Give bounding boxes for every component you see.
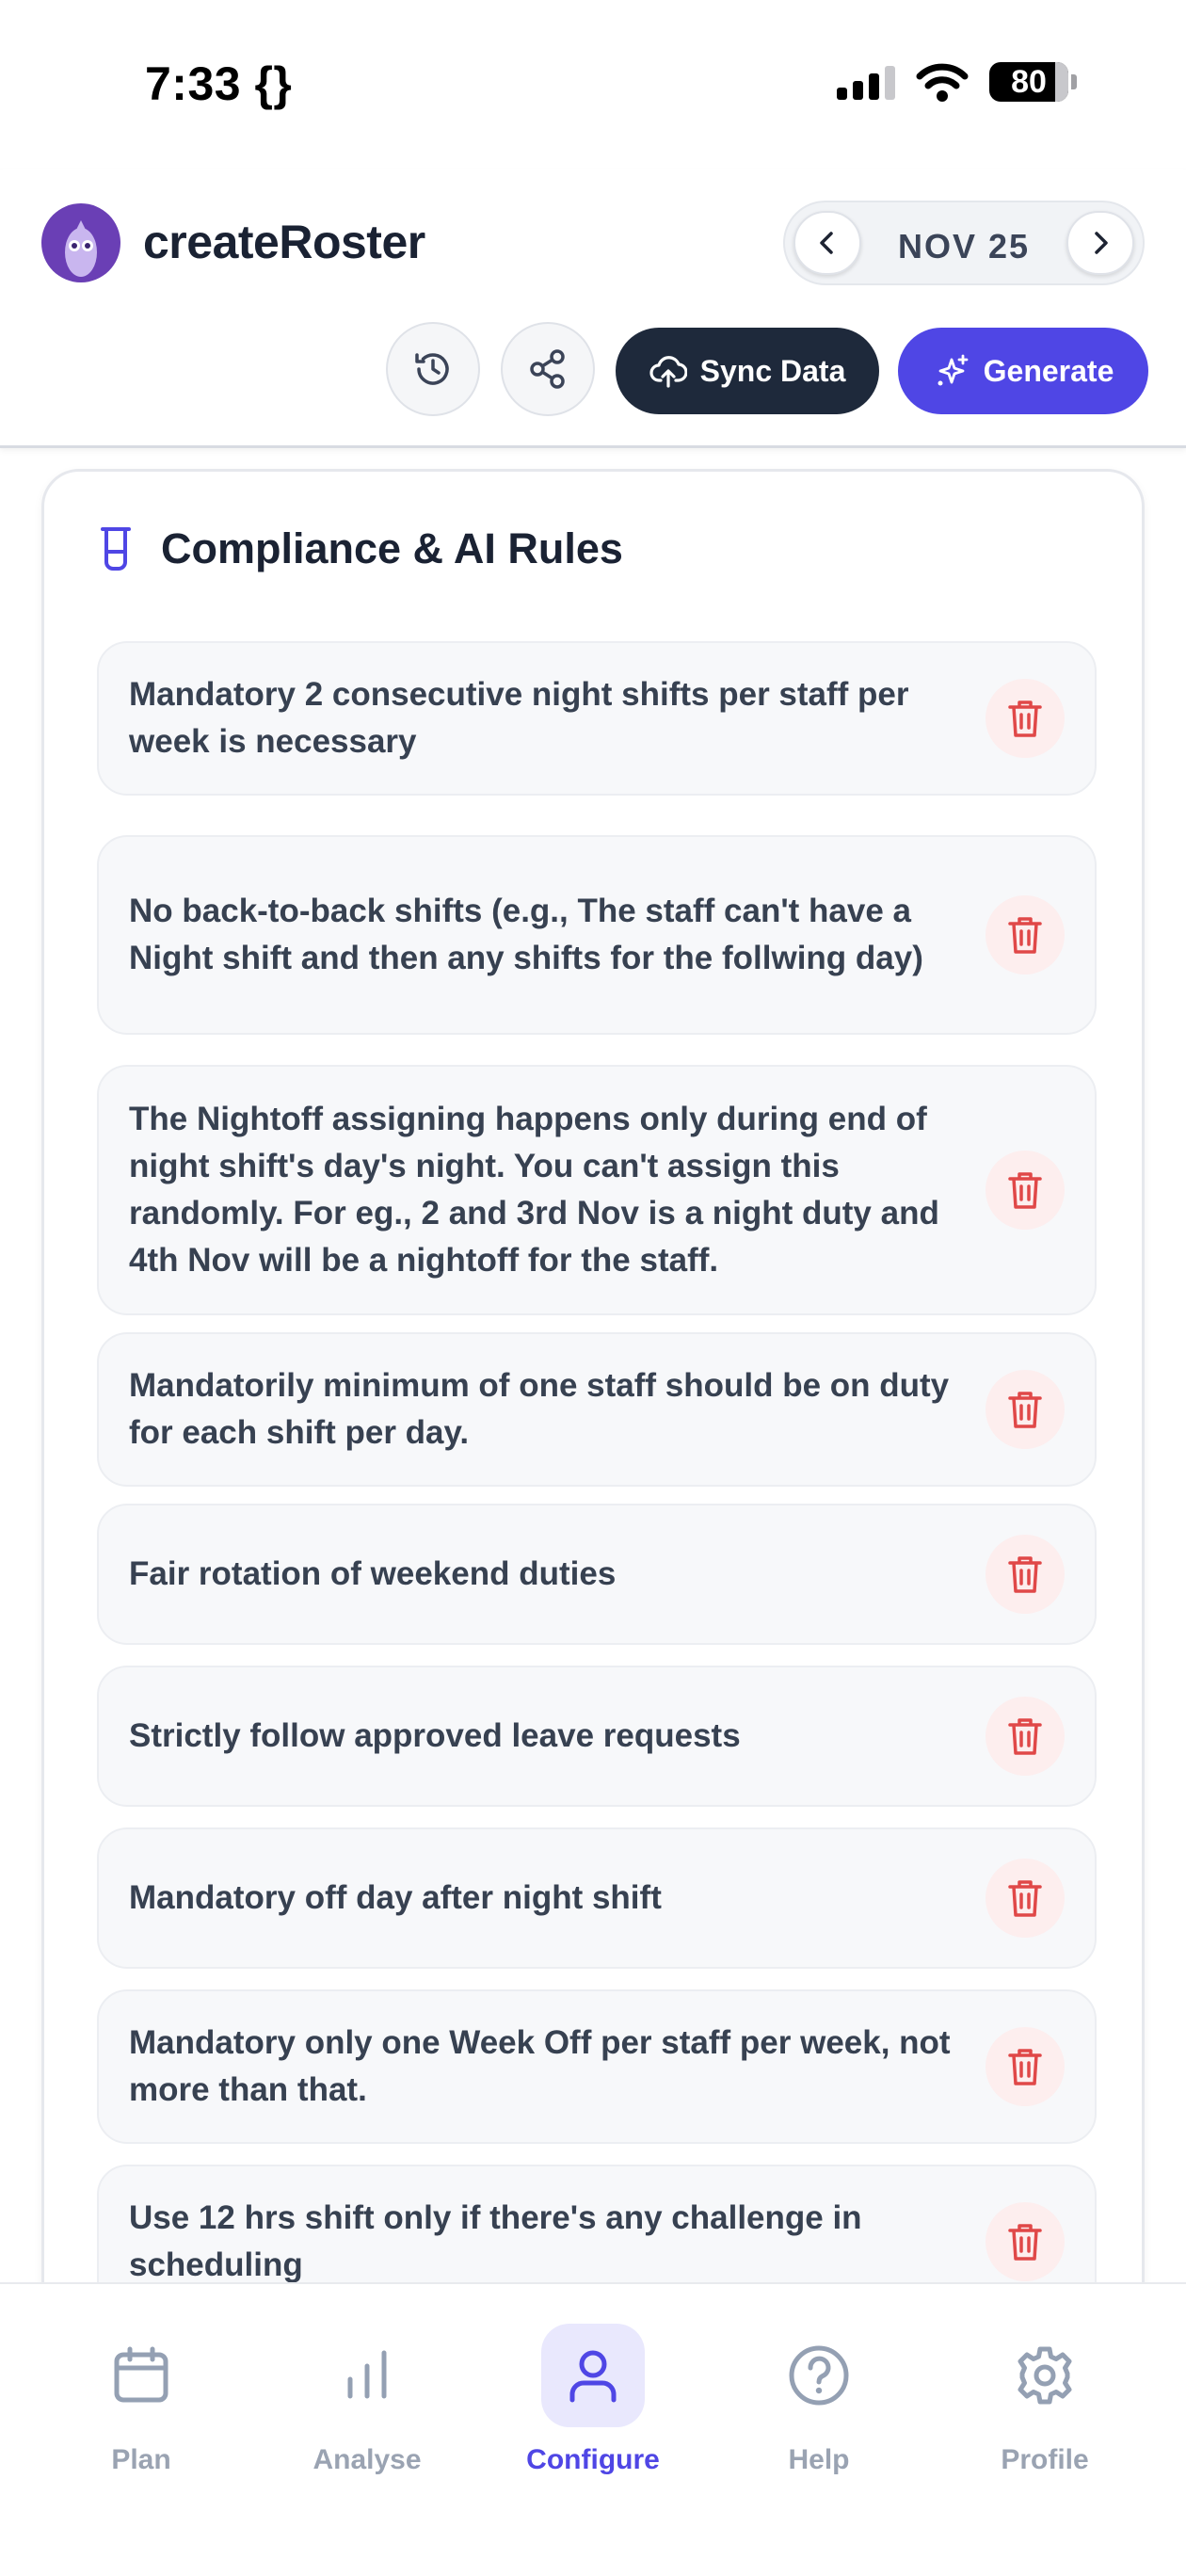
rule-text: Mandatory 2 consecutive night shifts per staff per week is necessary xyxy=(129,676,909,760)
rule-item xyxy=(97,1332,1097,1487)
status-bar xyxy=(0,0,1186,169)
delete-rule-button[interactable] xyxy=(986,1151,1065,1230)
nav-label-help: Help xyxy=(788,2444,850,2475)
rule-item xyxy=(97,835,1097,1035)
trash-icon xyxy=(1006,1715,1044,1757)
compliance-rules-card xyxy=(41,469,1145,2282)
trash-icon xyxy=(1006,1877,1044,1919)
history-icon xyxy=(411,347,455,391)
share-button[interactable] xyxy=(501,322,595,416)
calendar-icon xyxy=(111,2345,171,2406)
trash-icon xyxy=(1006,1169,1044,1211)
sync-data-button[interactable] xyxy=(616,328,879,414)
battery-level: 80 xyxy=(1011,63,1047,100)
trash-icon xyxy=(1006,2046,1044,2087)
delete-rule-button[interactable] xyxy=(986,679,1065,758)
rule-text: Mandatory off day after night shift xyxy=(129,1879,662,1916)
cellular-signal-icon xyxy=(837,64,895,100)
generate-label: Generate xyxy=(983,353,1114,388)
nav-item-help[interactable] xyxy=(734,2324,904,2476)
help-circle-icon xyxy=(787,2343,851,2407)
bottom-navigation xyxy=(0,2282,1186,2576)
rule-item xyxy=(97,1504,1097,1645)
delete-rule-button[interactable] xyxy=(986,1859,1065,1938)
rule-text: Fair rotation of weekend duties xyxy=(129,1555,617,1592)
wifi-icon xyxy=(916,62,969,102)
card-header xyxy=(99,524,623,573)
nav-label-plan: Plan xyxy=(111,2444,171,2475)
rule-text: No back-to-back shifts (e.g., The staff can't have a Night shift and then any shifts for the follwing day) xyxy=(129,893,923,976)
rule-text: The Nightoff assigning happens only during end of night shift's day's night. You can't assign this randomly. For eg., 2 and 3rd Nov is a night duty and 4th Nov will be a nightoff for the staff. xyxy=(129,1101,939,1279)
delete-rule-button[interactable] xyxy=(986,2027,1065,2106)
rule-item xyxy=(97,641,1097,796)
nav-label-configure: Configure xyxy=(526,2444,660,2475)
rule-text: Mandatorily minimum of one staff should be on duty for each shift per day. xyxy=(129,1367,950,1451)
app-logo-avatar xyxy=(41,203,120,282)
generate-button[interactable] xyxy=(898,328,1148,414)
next-month-button[interactable] xyxy=(1066,211,1134,275)
cloud-upload-icon xyxy=(649,352,687,390)
beaker-icon xyxy=(99,526,133,572)
rule-text: Use 12 hrs shift only if there's any challenge in scheduling xyxy=(129,2199,862,2282)
trash-icon xyxy=(1006,698,1044,739)
trash-icon xyxy=(1006,914,1044,956)
trash-icon xyxy=(1006,2221,1044,2262)
delete-rule-button[interactable] xyxy=(986,2202,1065,2281)
nav-item-plan[interactable] xyxy=(56,2324,226,2476)
app-header xyxy=(0,169,1186,448)
nav-label-profile: Profile xyxy=(1001,2444,1089,2475)
trash-icon xyxy=(1006,1389,1044,1430)
rule-item xyxy=(97,1827,1097,1969)
rule-item xyxy=(97,1666,1097,1807)
card-title: Compliance & AI Rules xyxy=(161,524,623,572)
delete-rule-button[interactable] xyxy=(986,1697,1065,1776)
status-icons xyxy=(837,62,1077,102)
delete-rule-button[interactable] xyxy=(986,1370,1065,1449)
rule-text: Strictly follow approved leave requests xyxy=(129,1717,741,1754)
gear-icon xyxy=(1013,2343,1077,2407)
share-icon xyxy=(526,347,569,391)
month-selector xyxy=(783,201,1145,285)
rule-text: Mandatory only one Week Off per staff per week, not more than that. xyxy=(129,2024,951,2108)
rule-item xyxy=(97,1989,1097,2144)
main-content[interactable] xyxy=(0,448,1186,2282)
delete-rule-button[interactable] xyxy=(986,895,1065,974)
user-icon xyxy=(563,2345,623,2406)
delete-rule-button[interactable] xyxy=(986,1535,1065,1614)
nav-label-analyse: Analyse xyxy=(313,2444,422,2475)
battery-icon xyxy=(989,62,1077,102)
nav-item-configure[interactable] xyxy=(508,2324,678,2476)
status-time: 7:33 {} xyxy=(145,57,293,110)
app-title: createRoster xyxy=(143,216,425,268)
sparkles-icon xyxy=(933,352,970,390)
sync-data-label: Sync Data xyxy=(699,353,846,388)
bar-chart-icon xyxy=(337,2345,397,2406)
current-month-label: NOV 25 xyxy=(897,227,1031,266)
trash-icon xyxy=(1006,1554,1044,1595)
rule-item xyxy=(97,1065,1097,1315)
nav-item-profile[interactable] xyxy=(960,2324,1130,2476)
nav-item-analyse[interactable] xyxy=(282,2324,452,2476)
chevron-right-icon xyxy=(1086,229,1114,257)
history-button[interactable] xyxy=(386,322,480,416)
rule-item xyxy=(97,2165,1097,2282)
